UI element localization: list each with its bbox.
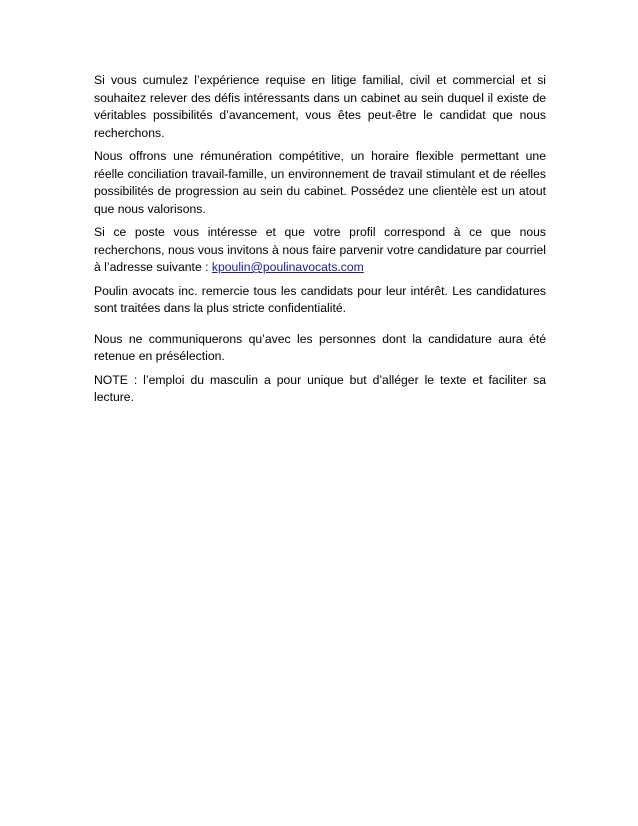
paragraph-note: NOTE : l’emploi du masculin a pour unique but d’alléger le texte et faciliter sa lecture. [94,372,546,404]
application-text: Si ce poste vous intéresse et que votre profil correspond à ce que nous recherchons, nous vous invitons à nous faire parvenir votre candidature par courriel à l’adresse suivante : [94,225,546,274]
paragraph-application [94,224,546,277]
paragraph-experience: Si vous cumulez l’expérience requise en litige familial, civil et commercial et si souhaitez relever des défis intéressants dans un cabinet au sein duquel il existe de véritables possibilités d’avancement, vous êtes peut-être le candidat que nous recherchons. [94,73,546,140]
paragraph-thanks: Poulin avocats inc. remercie tous les candidats pour leur intérêt. Les candidatures sont traitées dans la plus stricte confidentialité. [94,283,546,315]
paragraph-offer: Nous offrons une rémunération compétitive, un horaire flexible permettant une réelle conciliation travail-famille, un environnement de travail stimulant et de réelles possibilités de progression au sein du cabinet. Possédez une clientèle est un atout que nous valorisons. [94,149,546,216]
paragraph-contact: Nous ne communiquerons qu’avec les personnes dont la candidature aura été retenue en présélection. [94,331,546,363]
email-link[interactable]: kpoulin@poulinavocats.com [211,260,364,274]
document-body [94,72,546,413]
